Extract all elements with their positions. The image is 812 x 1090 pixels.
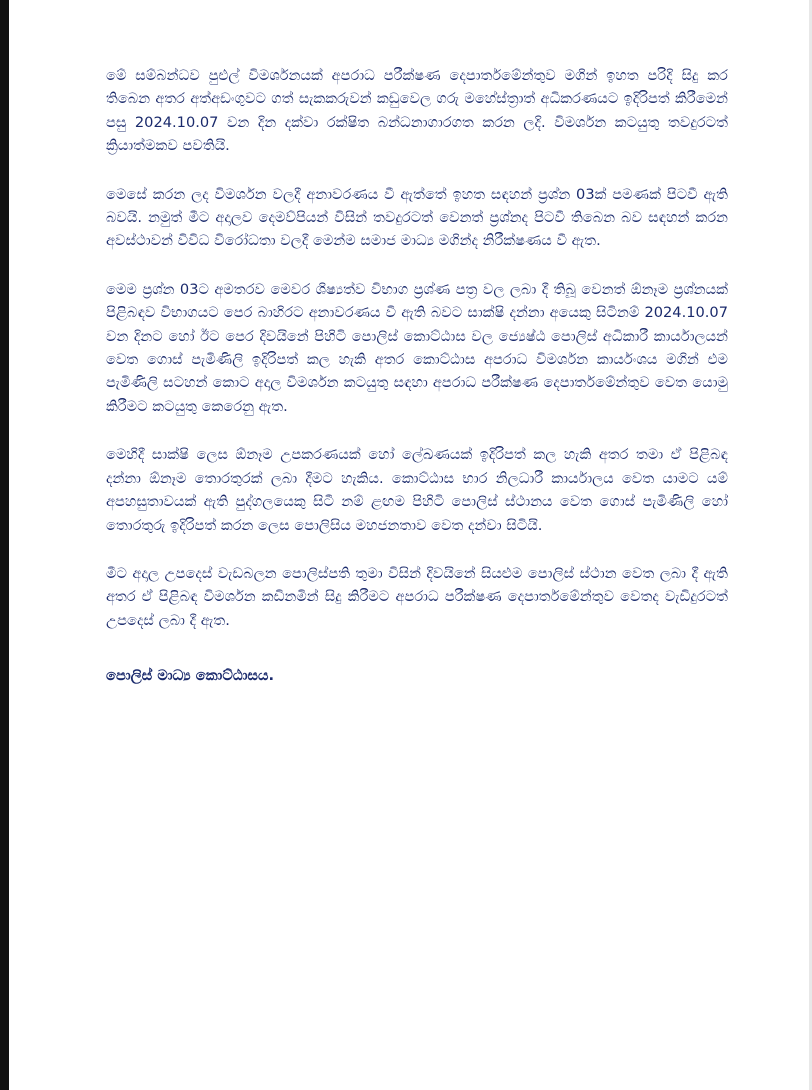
paragraph-findings: මෙසේ කරන ලද විමර්ශන වලදී අනාවරණය වී ඇත්තේ ඉහත සඳහන් ප්‍රශ්න 03ක් පමණක් පිටවී ඇති බවයි. නමුත් මීට අදාලව දෙමව්පියන් විසින් තවදුරටත් වෙනත් ප්‍රශ්නද පිටවී තිබෙන බව සඳහන් කරන අවස්ථාවන් විවිධ විරෝධතා වලදී මෙන්ම සමාජ මාධ්‍ය මගින්ද නිරීක්ෂණය වී ඇත. — [106, 185, 728, 250]
paragraph-complaints: මෙම ප්‍රශ්න 03ට අමතරව මෙවර ශිෂ්‍යත්ව විභාග ප්‍රශ්ණ පත්‍ර වල ලබා දී තිබූ වෙනත් ඕනෑම ප්‍රශ්නයක් පිළිබඳව විභාගයට පෙර බාහිරට අනාවරණය වී ඇති බවට සාක්ෂි දන්නා අයෙකු සිටිනම් 2024.10.07 වන දිනට හෝ ඊට පෙර දිවයිනේ පිහිටි පොලිස් කොට්ඨාස වල ජ්‍යෙෂ්ඨ පොලිස් අධිකාරී කාර්යාලයන් වෙත ගොස් පැමිණිලි ඉදිරිපත් කල හැකි අතර කොට්ඨාස අපරාධ විමර්ශන කාර්යංශය මගින් එම පැමිණිලි සටහන් කොට අදාල විමර්ශන කටයුතු සඳහා අපරාධ පරීක්ෂණ දෙපාර්තමේන්තුව වෙත යොමු කිරීමට කටයුතු කෙරෙනු ඇත. — [106, 280, 728, 415]
viewer-left-edge — [0, 0, 9, 1090]
signature-police-media-division: පොලිස් මාධ්‍ය කොට්ඨාසය. — [106, 667, 275, 685]
paragraph-instructions: මීට අදාල උපදෙස් වැඩබලන පොලිස්පති තුමා විසින් දිවයිනේ සියළුම පොලිස් ස්ථාන වෙත ලබා දී ඇති අතර ඒ පිළිබඳ විමර්ශන කඩිනමින් සිදු කිරීමට අපරාධ පරීක්ෂණ දෙපාර්තමේන්තුව වෙතද වැඩිදුරටත් උපදෙස් ලබා දී ඇත. — [106, 564, 728, 629]
paragraph-investigation: මේ සම්බන්ධව පුළුල් විමර්ශනයක් අපරාධ පරීක්ෂණ දෙපාර්තමේන්තුව මගින් ඉහත පරිදි සිදු කර තිබෙන අතර අත්අඩංගුවට ගත් සැකකරුවන් කඩුවෙල ගරු මහේස්ත්‍රාත් අධිකරණයට ඉදිරිපත් කිරීමෙන් පසු 2024.10.07 වන දින දක්වා රක්ෂිත බන්ධනාගාරගත කරන ලදි. විමර්ශන කටයුතු තවදුරටත් ක්‍රියාත්මකව පවතියි. — [106, 67, 728, 155]
document-body — [106, 64, 728, 688]
paragraph-evidence: මෙහිදී සාක්ෂි ලෙස ඕනෑම උපකරණයක් හෝ ලේඛණයක් ඉදිරිපත් කල හැකි අතර තමා ඒ පිළිබඳ දන්නා ඕනෑම තොරතුරක් ලබා දීමට හැකිය. කොට්ඨාස භාර නිලධාරී කාර්යාලය වෙත යාමට යම් අපහසුතාවයක් ඇති පුද්ගලයෙකු සිටී නම් ළඟම පිහිටි පොලිස් ස්ථානය වෙත ගොස් පැමිණිලි හෝ තොරතුරු ඉදිරිපත් කරන ලෙස පොලිසිය මහජනතාව වෙත දන්වා සිටියි. — [106, 446, 728, 534]
